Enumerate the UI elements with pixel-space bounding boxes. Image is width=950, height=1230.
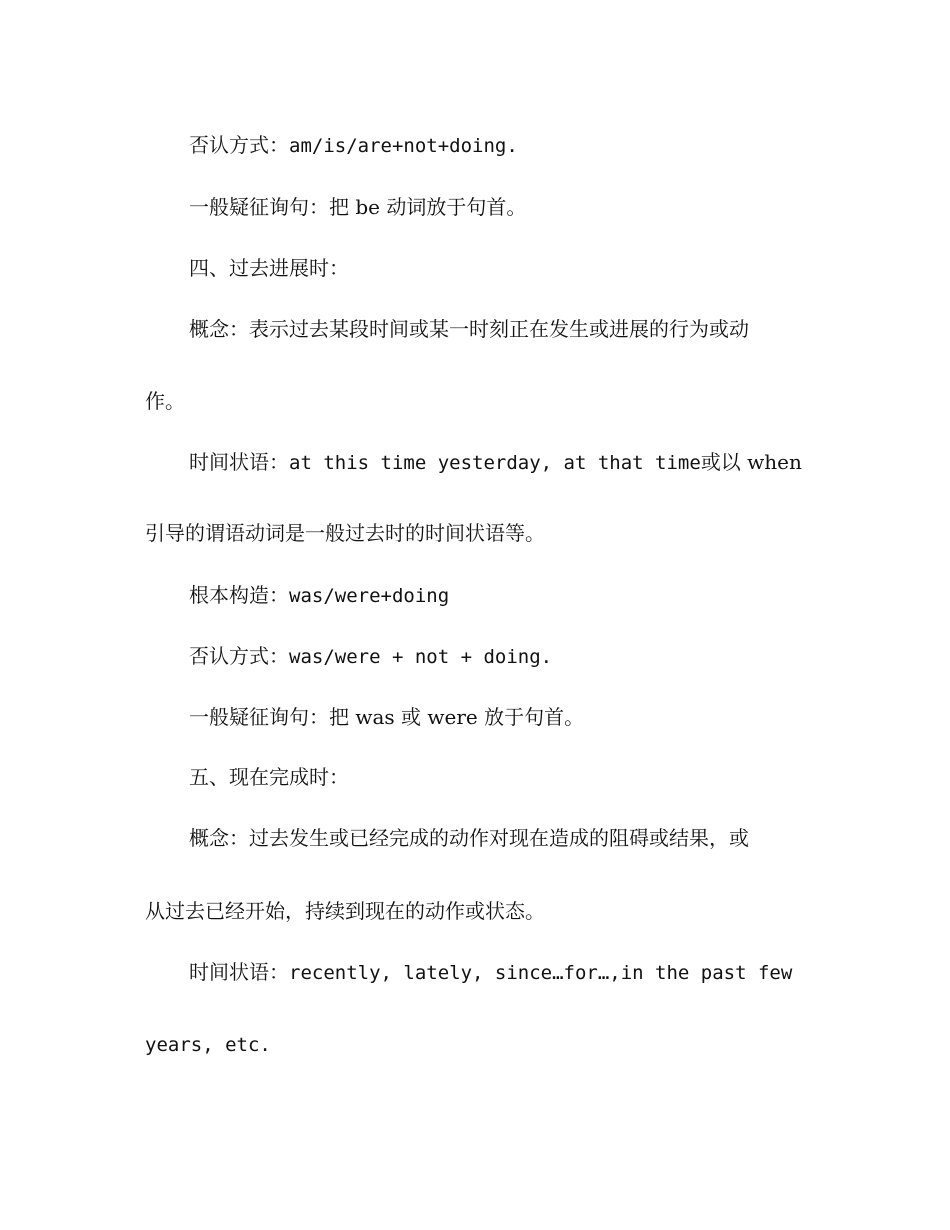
examples: recently, lately, since…for…,in the past few [289, 962, 793, 984]
text: 一般疑征询句：把 be 动词放于句首。 [189, 195, 527, 219]
line-negative-form-2 [189, 644, 552, 669]
text: 从过去已经开始，持续到现在的动作或状态。 [145, 899, 545, 923]
line-negative-form [189, 133, 518, 158]
line-concept-2-cont [145, 899, 545, 923]
text: 作。 [145, 389, 185, 413]
heading-present-perfect [189, 765, 349, 789]
line-time-adverbial-1 [189, 450, 802, 475]
heading-past-continuous [189, 256, 349, 280]
label: 否认方式： [189, 644, 289, 668]
line-time-adverbial-2 [189, 960, 792, 985]
text: 一般疑征询句：把 was 或 were 放于句首。 [189, 705, 585, 729]
text: 概念：过去发生或已经完成的动作对现在造成的阻碍或结果，或 [189, 826, 749, 850]
formula: was/were+doing [289, 585, 450, 607]
label: 否认方式： [189, 133, 289, 157]
suffix: 或以 when [700, 450, 802, 474]
text: 概念：表示过去某段时间或某一时刻正在发生或进展的行为或动 [189, 317, 749, 341]
text: 五、现在完成时： [189, 765, 349, 789]
text: 引导的谓语动词是一般过去时的时间状语等。 [145, 521, 545, 545]
examples: years, etc. [145, 1034, 271, 1056]
line-concept-1-cont [145, 389, 185, 413]
label: 根本构造： [189, 583, 289, 607]
label: 时间状语： [189, 450, 289, 474]
line-basic-structure [189, 583, 449, 608]
line-question-form-2 [189, 705, 584, 729]
text: 四、过去进展时： [189, 256, 349, 280]
line-time-adverbial-1-cont [145, 521, 545, 545]
line-concept-2 [189, 826, 749, 850]
line-time-adverbial-2-cont [145, 1032, 271, 1057]
examples: at this time yesterday, at that time [289, 452, 701, 474]
line-concept-1 [189, 317, 749, 341]
formula: am/is/are+not+doing. [289, 135, 518, 157]
formula: was/were + not + doing. [289, 646, 553, 668]
label: 时间状语： [189, 960, 289, 984]
line-question-form [189, 195, 526, 219]
